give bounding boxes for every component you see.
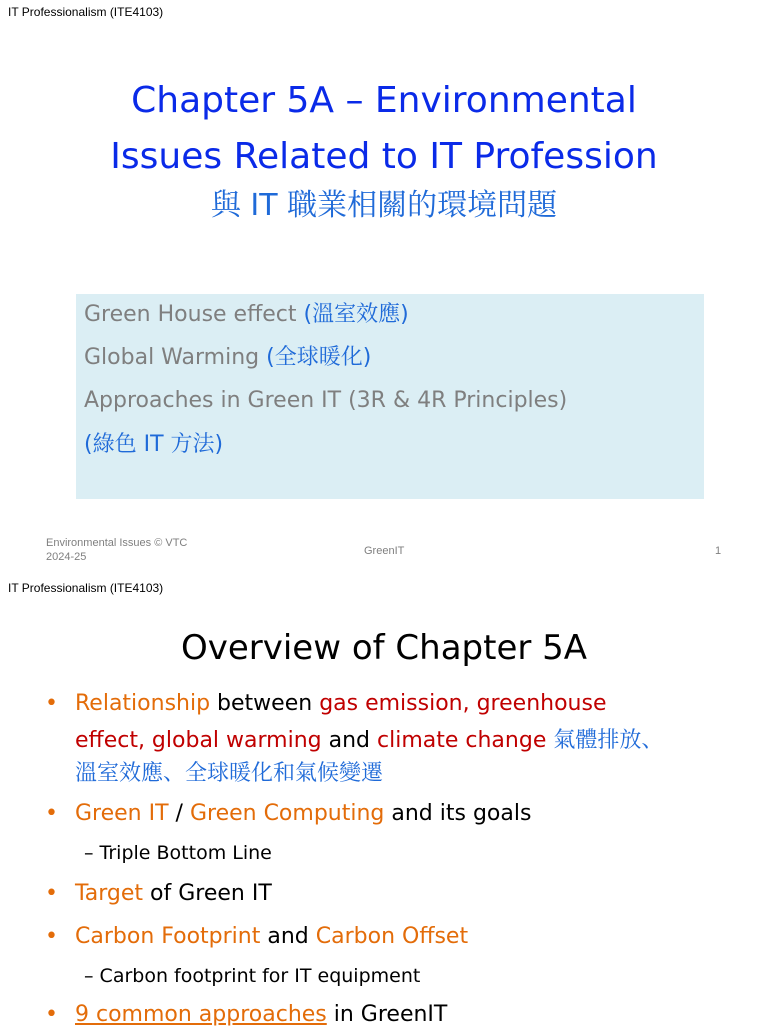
sub-carbon-text: Carbon footprint for IT equipment xyxy=(99,965,421,987)
b3-of-green-it: of Green IT xyxy=(143,881,272,906)
b2-green-computing: Green Computing xyxy=(189,801,385,826)
bullet-target xyxy=(45,877,272,911)
topic-greenhouse xyxy=(84,300,409,330)
slide1-topics-box xyxy=(76,294,704,499)
b1-effect-warming: effect, global warming xyxy=(75,728,322,753)
b1-between: between xyxy=(210,691,320,716)
bullet-green-it xyxy=(45,797,532,831)
b2-green-it: Green IT xyxy=(75,801,169,826)
bullet-carbon xyxy=(45,920,469,954)
bullet-dot: • xyxy=(45,1002,58,1027)
bullet-approaches xyxy=(45,998,448,1032)
footer-year: 2024-25 xyxy=(46,551,87,563)
slide1-title-line2: Issues Related to IT Profession xyxy=(110,136,658,177)
b1-gas-emission: gas emission, greenhouse xyxy=(319,691,607,716)
slide2-header: IT Professionalism (ITE4103) xyxy=(8,581,164,595)
b4-carbon-footprint: Carbon Footprint xyxy=(75,924,261,949)
sub-triple-text: Triple Bottom Line xyxy=(99,842,272,864)
b4-and: and xyxy=(260,924,316,949)
topic-approaches-en: Approaches in Green IT (3R & 4R Principles) xyxy=(84,388,568,413)
b1-and: and xyxy=(321,728,377,753)
sub-triple-bottom-line xyxy=(84,839,272,867)
bullet-relationship-line2 xyxy=(75,724,663,758)
b5-nine-approaches-link[interactable]: 9 common approaches xyxy=(75,1002,327,1027)
topic-approaches-chinese xyxy=(84,430,223,460)
bullet-dot: • xyxy=(45,801,58,826)
slide1-footer-left xyxy=(46,536,187,564)
b1-climate-change: climate change xyxy=(377,728,547,753)
bullet-dot: • xyxy=(45,924,58,949)
topic-global-warming xyxy=(84,343,371,373)
slide1-title-line1: Chapter 5A – Environmental xyxy=(131,80,637,121)
b1-zh-part1: 氣體排放、 xyxy=(546,728,664,753)
topic-global-warming-en: Global Warming xyxy=(84,345,267,370)
slide2-title: Overview of Chapter 5A xyxy=(180,628,588,668)
sub-dash: – xyxy=(84,842,94,864)
bullet-dot: • xyxy=(45,691,58,716)
sub-carbon-footprint-it xyxy=(84,962,420,990)
b1-relationship: Relationship xyxy=(75,691,211,716)
topic-greenhouse-zh: (溫室效應) xyxy=(303,302,409,327)
bullet-relationship xyxy=(45,687,607,721)
topic-greenhouse-en: Green House effect xyxy=(84,302,304,327)
b2-goals: and its goals xyxy=(384,801,532,826)
bullet-dot: • xyxy=(45,881,58,906)
slide1-page-number: 1 xyxy=(715,545,722,557)
slide1-header: IT Professionalism (ITE4103) xyxy=(8,5,164,19)
topic-global-warming-zh: (全球暖化) xyxy=(266,345,372,370)
topic-approaches xyxy=(84,386,567,416)
slide1-title-chinese: 與 IT 職業相關的環境問題 xyxy=(210,188,558,223)
topic-approaches-zh: (綠色 IT 方法) xyxy=(84,432,224,457)
b1-zh-part2: 溫室效應、全球暖化和氣候變遷 xyxy=(75,761,384,786)
b4-carbon-offset: Carbon Offset xyxy=(315,924,469,949)
b5-in-greenit: in GreenIT xyxy=(326,1002,448,1027)
bullet-relationship-line3 xyxy=(75,757,383,791)
b3-target: Target xyxy=(75,881,144,906)
sub-dash: – xyxy=(84,965,94,987)
b2-slash: / xyxy=(168,801,190,826)
footer-copyright: Environmental Issues © VTC xyxy=(46,537,188,549)
slide1-footer-center: GreenIT xyxy=(364,545,405,557)
